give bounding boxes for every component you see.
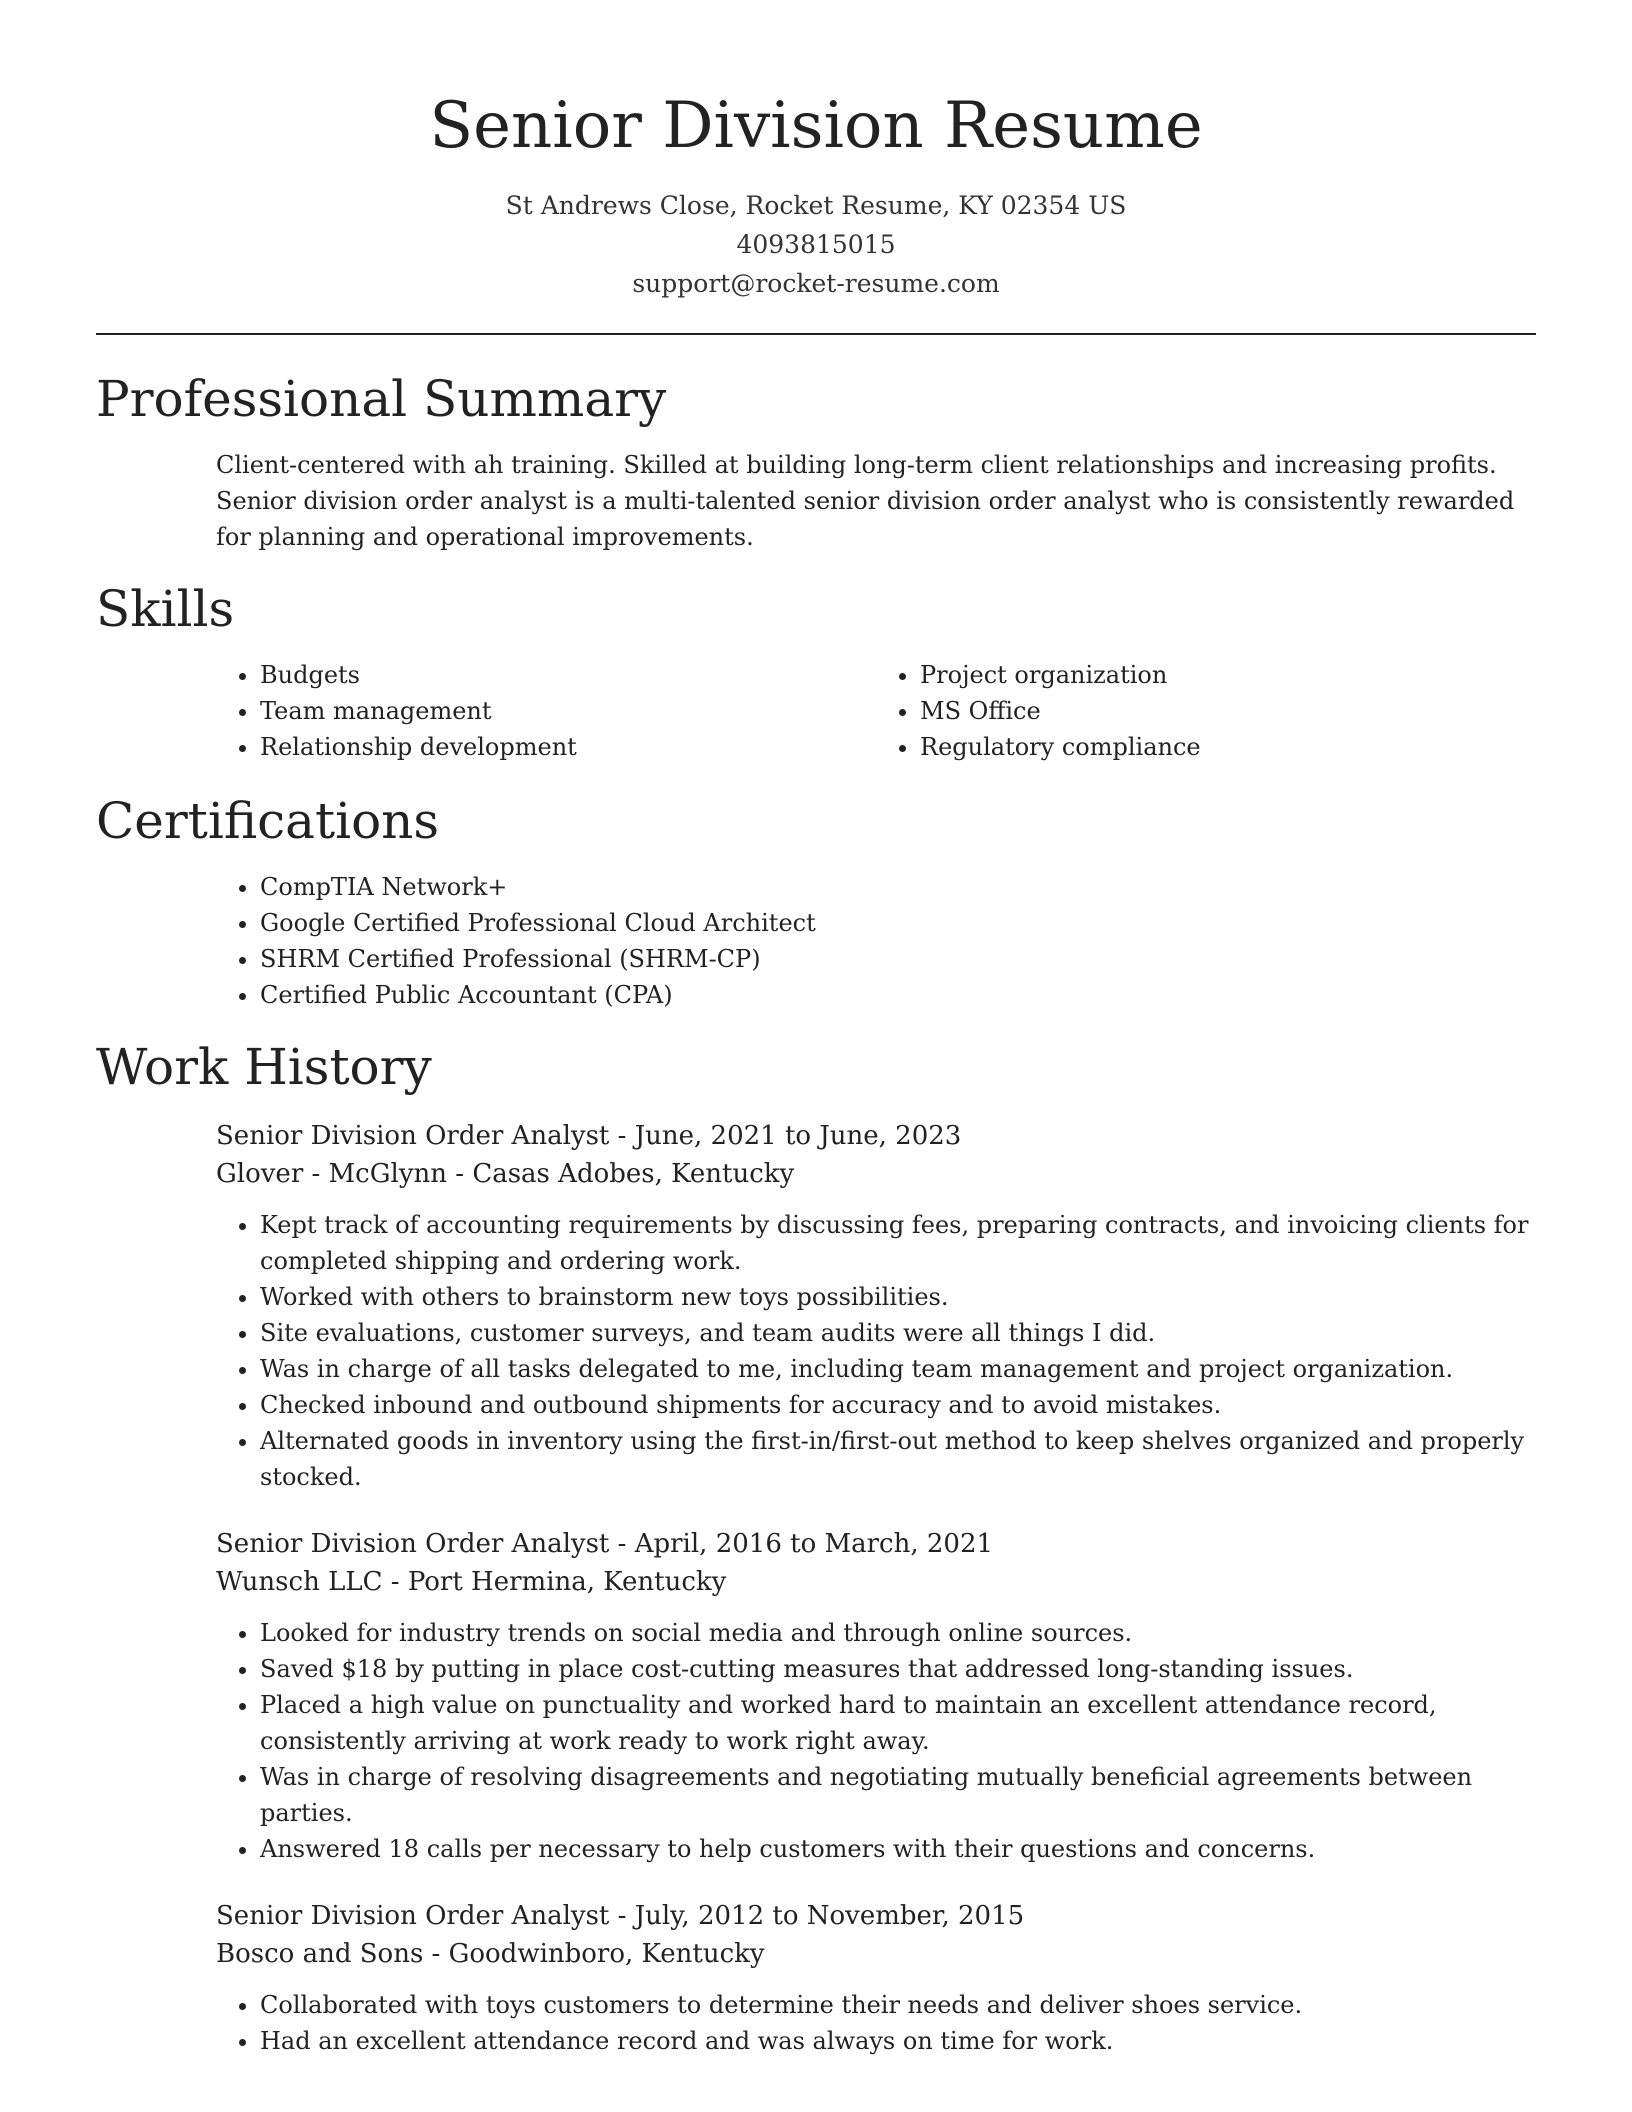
section-title-work-history: Work History: [96, 1038, 432, 1096]
job-title: Senior Division Order Analyst - April, 2016 to March, 2021: [216, 1529, 994, 1559]
job-bullets: [216, 1207, 1536, 1495]
skill-item: • Project organization: [920, 657, 1536, 693]
job-company: Bosco and Sons - Goodwinboro, Kentucky: [216, 1939, 765, 1969]
job-entry: [216, 1117, 1536, 1495]
certification-item: • CompTIA Network+: [260, 869, 1536, 905]
certifications-list: [216, 869, 1536, 1013]
job-bullet: • Saved $18 by putting in place cost-cutting measures that addressed long-standing issues.: [260, 1651, 1536, 1687]
job-title: Senior Division Order Analyst - June, 2021 to June, 2023: [216, 1121, 962, 1151]
skill-item: • MS Office: [920, 693, 1536, 729]
job-bullet: • Was in charge of resolving disagreements and negotiating mutually beneficial agreements between parties.: [260, 1759, 1536, 1831]
skill-item: • Budgets: [260, 657, 876, 693]
certification-item: • Google Certified Professional Cloud Architect: [260, 905, 1536, 941]
skill-item: • Relationship development: [260, 729, 876, 765]
summary-text: Client-centered with ah training. Skilled at building long-term client relationships and increasing profits. Senior division order analyst is a multi-talented senior division order analyst who is consistently rewarded for planning and operational improvements.: [216, 451, 1515, 551]
job-company: Wunsch LLC - Port Hermina, Kentucky: [216, 1567, 727, 1597]
job-company: Glover - McGlynn - Casas Adobes, Kentucky: [216, 1159, 795, 1189]
job-bullet: • Checked inbound and outbound shipments for accuracy and to avoid mistakes.: [260, 1387, 1536, 1423]
contact-email: support@rocket-resume.com: [632, 269, 1000, 298]
section-title-summary: Professional Summary: [96, 370, 667, 428]
job-entry: [216, 1525, 1536, 1867]
job-bullet: • Collaborated with toys customers to determine their needs and deliver shoes service.: [260, 1987, 1536, 2023]
job-bullet: • Worked with others to brainstorm new toys possibilities.: [260, 1279, 1536, 1315]
certification-item: • Certified Public Accountant (CPA): [260, 977, 1536, 1013]
contact-info: [96, 186, 1536, 303]
job-bullet: • Site evaluations, customer surveys, and team audits were all things I did.: [260, 1315, 1536, 1351]
job-bullets: [216, 1615, 1536, 1867]
contact-phone: 4093815015: [736, 230, 896, 259]
job-title: Senior Division Order Analyst - July, 2012 to November, 2015: [216, 1901, 1025, 1931]
section-title-certifications: Certifications: [96, 792, 440, 850]
contact-address: St Andrews Close, Rocket Resume, KY 02354 US: [505, 191, 1127, 220]
job-bullet: • Placed a high value on punctuality and worked hard to maintain an excellent attendance record, consistently arriving at work ready to work right away.: [260, 1687, 1536, 1759]
job-bullet: • Kept track of accounting requirements by discussing fees, preparing contracts, and invoicing clients for completed shipping and ordering work.: [260, 1207, 1536, 1279]
job-entry: [216, 1897, 1536, 2059]
resume-header: [96, 0, 1536, 303]
skills-column-left: [216, 657, 876, 765]
resume-name: Senior Division Resume: [429, 89, 1203, 163]
skills-column-right: [876, 657, 1536, 765]
header-divider: [96, 333, 1536, 335]
job-bullet: • Alternated goods in inventory using the first-in/first-out method to keep shelves organized and properly stocked.: [260, 1423, 1536, 1495]
skill-item: • Team management: [260, 693, 876, 729]
job-bullet: • Looked for industry trends on social media and through online sources.: [260, 1615, 1536, 1651]
job-bullet: • Answered 18 calls per necessary to help customers with their questions and concerns.: [260, 1831, 1536, 1867]
skill-item: • Regulatory compliance: [920, 729, 1536, 765]
job-bullet: • Was in charge of all tasks delegated to me, including team management and project organization.: [260, 1351, 1536, 1387]
section-title-skills: Skills: [96, 580, 235, 638]
job-bullet: • Had an excellent attendance record and was always on time for work.: [260, 2023, 1536, 2059]
skills-list: [216, 657, 1536, 765]
job-bullets: [216, 1987, 1536, 2059]
certification-item: • SHRM Certified Professional (SHRM-CP): [260, 941, 1536, 977]
